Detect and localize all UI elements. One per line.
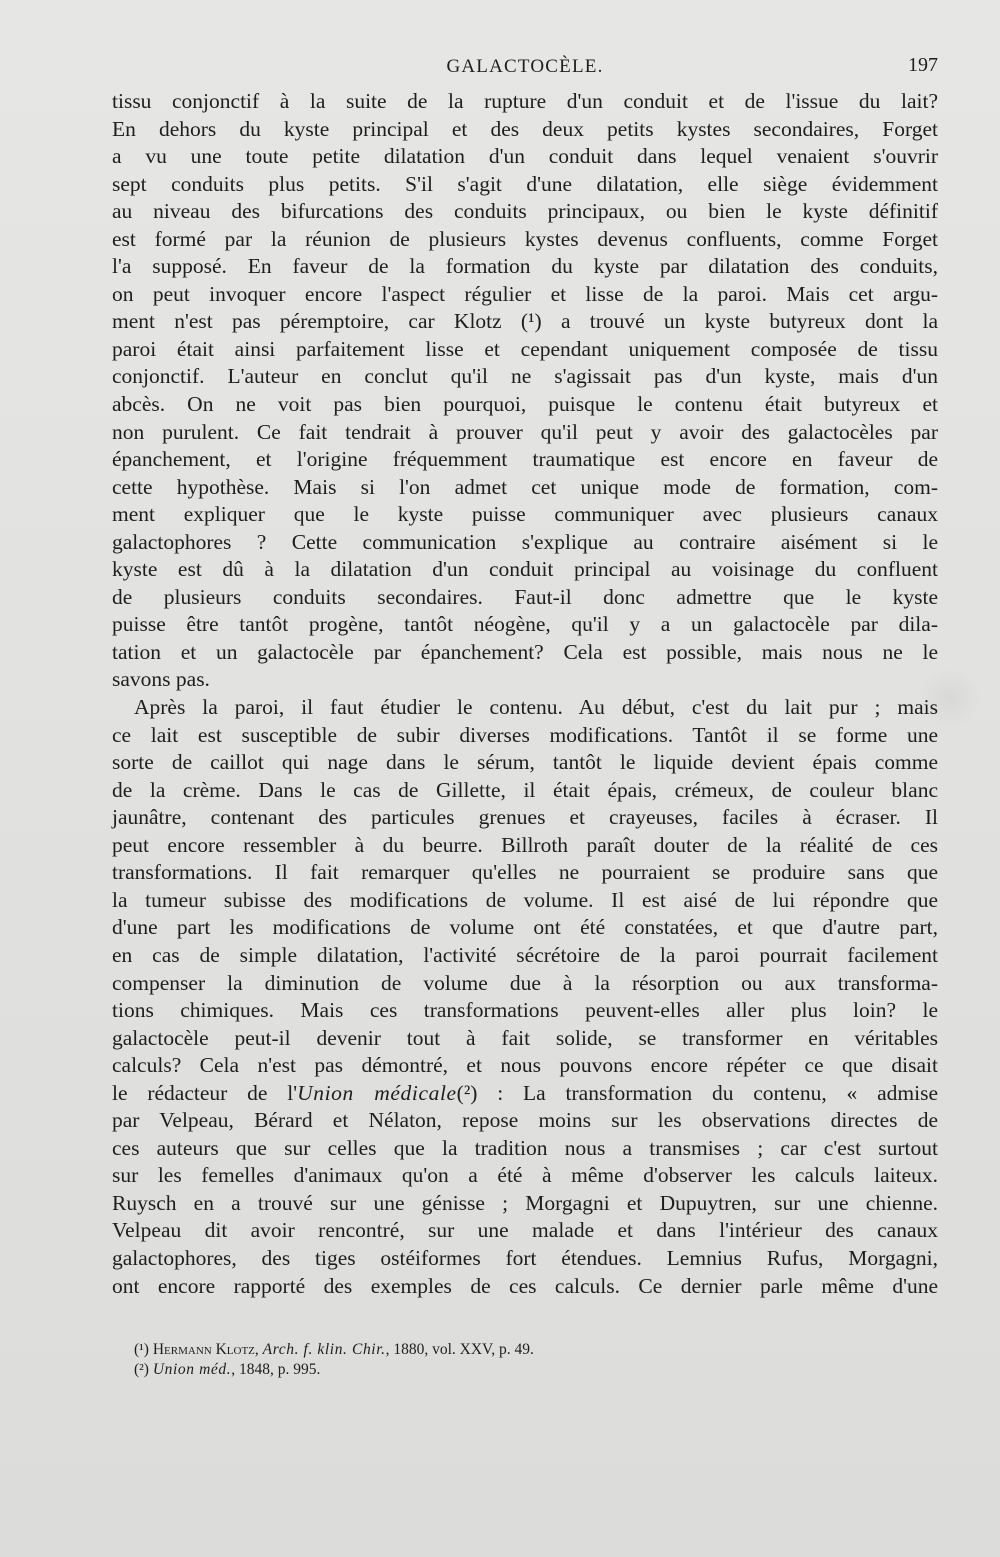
text-line: transformations. Il fait remarquer qu'elles ne pourraient se produire sans que	[112, 860, 938, 885]
footnote-2-journal: Union méd.	[152, 1361, 232, 1378]
ref-suffix: : La transformation du contenu, « admise	[477, 1080, 938, 1105]
text-line: sur les femelles d'animaux qu'on a été à même d'observer les calculs laiteux.	[112, 1163, 938, 1188]
text-line: la tumeur subisse des modifications de volume. Il est aisé de lui répondre que	[112, 887, 938, 912]
running-title: GALACTOCÈLE.	[446, 56, 604, 77]
text-line: peut encore ressembler à du beurre. Billroth paraît douter de la réalité de ces	[112, 832, 938, 857]
footnote-1-author: Hermann Klotz	[152, 1341, 255, 1358]
text-line: on peut invoquer encore l'aspect régulier et lisse de la paroi. Mais cet argu-	[112, 281, 938, 306]
text-line: sept conduits plus petits. S'il s'agit d'une dilatation, elle siège évidemment	[112, 171, 938, 196]
text-line: de plusieurs conduits secondaires. Faut-il donc admettre que le kyste	[112, 584, 938, 609]
text-line: tation et un galactocèle par épanchement? Cela est possible, mais nous ne le	[112, 639, 938, 664]
ref-journal: Union médicale	[297, 1080, 457, 1105]
text-line: en cas de simple dilatation, l'activité sécrétoire de la paroi pourrait facilement	[112, 942, 938, 967]
text-line: l'a supposé. En faveur de la formation du kyste par dilatation des conduits,	[112, 254, 938, 279]
text-line: ment expliquer que le kyste puisse communiquer avec plusieurs canaux	[112, 502, 938, 527]
text-line: Après la paroi, il faut étudier le contenu. Au début, c'est du lait pur ; mais	[134, 695, 938, 720]
text-line: ont encore rapporté des exemples de ces calculs. Ce dernier parle même d'une	[112, 1273, 938, 1298]
text-line: galactophores, des tiges ostéiformes fort étendues. Lemnius Rufus, Morgagni,	[112, 1245, 938, 1270]
text-line: Velpeau dit avoir rencontré, sur une malade et dans l'intérieur des canaux	[112, 1218, 938, 1243]
text-line: tions chimiques. Mais ces transformations peuvent-elles aller plus loin? le	[112, 998, 938, 1023]
text-line: au niveau des bifurcations des conduits principaux, ou bien le kyste définitif	[112, 199, 938, 224]
footnote-1-journal: Arch. f. klin. Chir.	[262, 1341, 386, 1358]
footnote-2-mark: (²)	[134, 1361, 149, 1378]
footnotes	[134, 1340, 914, 1380]
text-line: ment n'est pas péremptoire, car Klotz (¹) a trouvé un kyste butyreux dont la	[112, 309, 938, 334]
text-line: non purulent. Ce fait tendrait à prouver qu'il peut y avoir des galactocèles par	[112, 419, 938, 444]
text-line: cette hypothèse. Mais si l'on admet cet unique mode de formation, com-	[112, 474, 938, 499]
text-line: abcès. On ne voit pas bien pourquoi, puisque le contenu était butyreux et	[112, 392, 938, 417]
footnote-2-rest: , 1848, p. 995.	[231, 1361, 321, 1378]
text-line: sorte de caillot qui nage dans le sérum, tantôt le liquide devient épais comme	[112, 750, 938, 775]
paragraph-1	[112, 88, 938, 694]
text-line: compenser la diminution de volume due à la résorption ou aux transforma-	[112, 970, 938, 995]
text-line: a vu une toute petite dilatation d'un conduit dans lequel venaient s'ouvrir	[112, 144, 938, 169]
text-line: épanchement, et l'origine fréquemment traumatique est encore en faveur de	[112, 447, 938, 472]
text-line: tissu conjonctif à la suite de la rupture d'un conduit et de l'issue du lait?	[112, 89, 938, 113]
paragraph-2	[112, 694, 938, 1300]
text-line: d'une part les modifications de volume ont été constatées, et que d'autre part,	[112, 915, 938, 940]
text-line: galactophores ? Cette communication s'explique au contraire aisément si le	[112, 529, 938, 554]
text-line: par Velpeau, Bérard et Nélaton, repose moins sur les observations directes de	[112, 1108, 938, 1133]
text-line: conjonctif. L'auteur en conclut qu'il ne s'agissait pas d'un kyste, mais d'un	[112, 364, 938, 389]
ref-footnote-mark: (²)	[456, 1080, 478, 1105]
footnote-1: (¹) Hermann Klotz, Arch. f. klin. Chir., 1880, vol. XXV, p. 49.	[134, 1341, 534, 1358]
text-line: calculs? Cela n'est pas démontré, et nous pouvons encore répéter ce que disait	[112, 1053, 938, 1078]
footnote-2	[134, 1360, 914, 1380]
page-header	[112, 52, 938, 86]
text-line: jaunâtre, contenant des particules grenues et crayeuses, faciles à écraser. Il	[112, 805, 938, 830]
text-line: ces auteurs que sur celles que la tradition nous a transmises ; car c'est surtout	[112, 1135, 938, 1160]
text-line: savons pas.	[112, 667, 210, 692]
text-line: En dehors du kyste principal et des deux petits kystes secondaires, Forget	[112, 116, 938, 141]
text-line: ce lait est susceptible de subir diverses modifications. Tantôt il se forme une	[112, 722, 938, 747]
page-number: 197	[908, 54, 938, 76]
text-line: de la crème. Dans le cas de Gillette, il était épais, crémeux, de couleur blanc	[112, 777, 938, 802]
text-line: est formé par la réunion de plusieurs kystes devenus confluents, comme Forget	[112, 226, 938, 251]
body-text	[112, 88, 938, 1300]
text-line-with-reference	[112, 1080, 938, 1108]
footnote-1-mark: (¹)	[134, 1341, 149, 1358]
text-line: Ruysch en a trouvé sur une génisse ; Morgagni et Dupuytren, sur une chienne.	[112, 1190, 938, 1215]
ref-prefix: le rédacteur de l'	[112, 1080, 298, 1105]
text-line: galactocèle peut-il devenir tout à fait solide, se transformer en véritables	[112, 1025, 938, 1050]
footnote-1-rest: , 1880, vol. XXV, p. 49.	[385, 1341, 534, 1358]
text-line: puisse être tantôt progène, tantôt néogène, qu'il y a un galactocèle par dila-	[112, 612, 938, 637]
text-line: paroi était ainsi parfaitement lisse et cependant uniquement composée de tissu	[112, 336, 938, 361]
text-line: kyste est dû à la dilatation d'un conduit principal au voisinage du confluent	[112, 557, 938, 582]
